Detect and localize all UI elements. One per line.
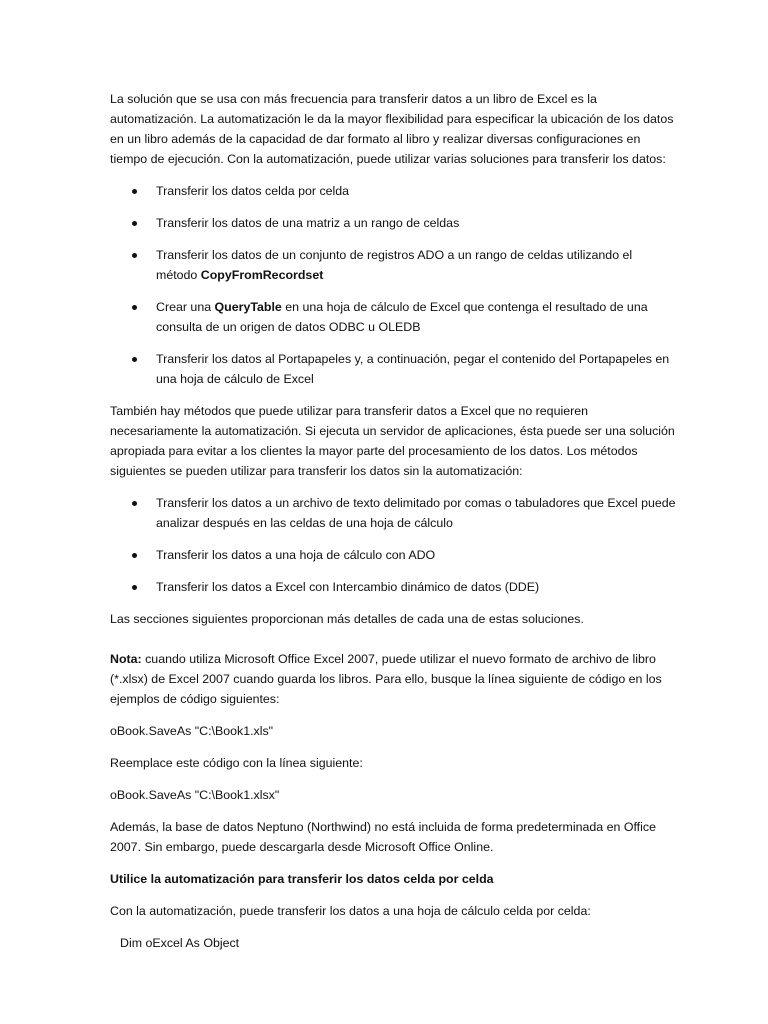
- section-heading: Utilice la automatización para transferir los datos celda por celda: [110, 872, 494, 886]
- list-item: Transferir los datos a una hoja de cálculo con ADO: [110, 545, 676, 565]
- copyfromrecordset-term: CopyFromRecordset: [200, 268, 324, 282]
- querytable-term: QueryTable: [214, 300, 282, 314]
- non-automation-paragraph: También hay métodos que puede utilizar para transferir datos a Excel que no requieren necesariamente la automatización. Si ejecuta un servidor de aplicaciones, ésta puede ser una solución apropiada para evitar a los clientes la mayor parte del procesamiento de los datos. Los métodos siguientes se pueden utilizar para transferir los datos sin la automatización:: [110, 404, 675, 478]
- code-line-dim: Dim oExcel As Object: [120, 936, 240, 950]
- list-item: Transferir los datos al Portapapeles y, a continuación, pegar el contenido del Portapapeles en una hoja de cálculo de Excel: [110, 349, 676, 389]
- intro-paragraph: La solución que se usa con más frecuencia para transferir datos a un libro de Excel es la automatización. La automatización le da la mayor flexibilidad para especificar la ubicación de los datos en un libro además de la capacidad de dar formato al libro y realizar diversas configuraciones en tiempo de ejecución. Con la automatización, puede utilizar varias soluciones para transferir los datos:: [110, 92, 674, 166]
- non-automation-methods-list: [110, 493, 676, 597]
- replace-instruction: Reemplace este código con la línea siguiente:: [110, 756, 363, 770]
- list-item: Crear una QueryTable en una hoja de cálculo de Excel que contenga el resultado de una consulta de un origen de datos ODBC u OLEDB: [110, 297, 676, 337]
- northwind-paragraph: Además, la base de datos Neptuno (Northwind) no está incluida de forma predeterminada en Office 2007. Sin embargo, puede descargarla desde Microsoft Office Online.: [110, 820, 656, 854]
- list-item: Transferir los datos a un archivo de texto delimitado por comas o tabuladores que Excel puede analizar después en las celdas de una hoja de cálculo: [110, 493, 676, 533]
- cell-by-cell-paragraph: Con la automatización, puede transferir los datos a una hoja de cálculo celda por celda:: [110, 904, 591, 918]
- list-item: Transferir los datos a Excel con Intercambio dinámico de datos (DDE): [110, 577, 676, 597]
- list-item: Transferir los datos de una matriz a un rango de celdas: [110, 213, 676, 233]
- code-line-xls: oBook.SaveAs "C:\Book1.xls": [110, 724, 274, 738]
- note-paragraph: Nota: cuando utiliza Microsoft Office Excel 2007, puede utilizar el nuevo formato de archivo de libro (*.xlsx) de Excel 2007 cuando guarda los libros. Para ello, busque la línea siguiente de código en los ejemplos de código siguientes:: [110, 652, 662, 706]
- list-item: Transferir los datos celda por celda: [110, 181, 676, 201]
- automation-methods-list: [110, 181, 676, 389]
- sections-paragraph: Las secciones siguientes proporcionan más detalles de cada una de estas soluciones.: [110, 612, 584, 626]
- list-item: Transferir los datos de un conjunto de registros ADO a un rango de celdas utilizando el método CopyFromRecordset: [110, 245, 676, 285]
- code-line-xlsx: oBook.SaveAs "C:\Book1.xlsx": [110, 788, 280, 802]
- note-label: Nota:: [110, 652, 142, 666]
